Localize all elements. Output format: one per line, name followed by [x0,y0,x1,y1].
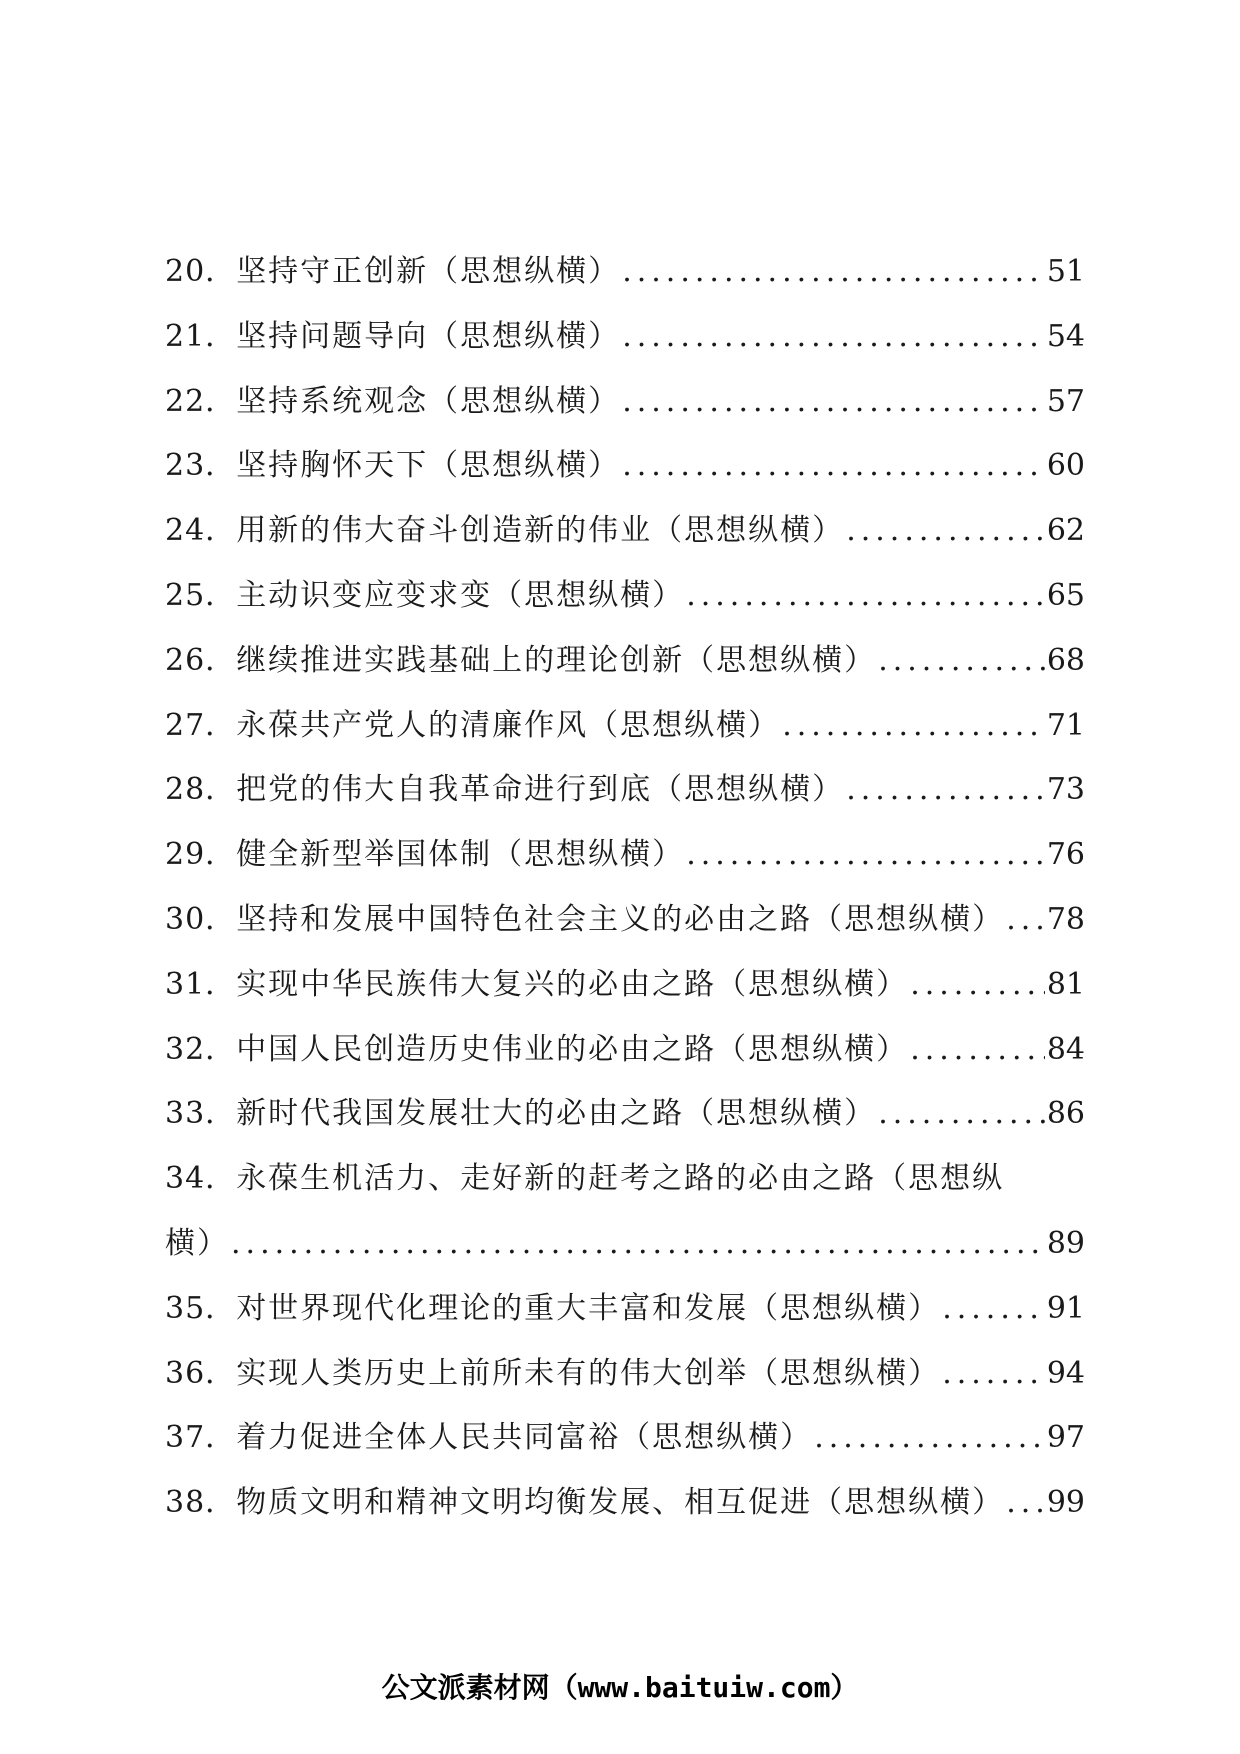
toc-entry-title: 永葆共产党人的清廉作风（思想纵横） [236,707,781,743]
toc-entry-number: 33． [165,1096,237,1132]
toc-entry-number: 30． [165,901,237,937]
toc-leader-dots [622,240,1045,305]
toc-leader-dots [878,629,1045,694]
toc-entry-number: 35． [165,1290,237,1326]
toc-leader-dots [942,1277,1045,1342]
toc-entry-title: 坚持守正创新（思想纵横） [236,254,621,289]
toc-leader-dots [814,1406,1045,1471]
toc-entry-number: 22． [165,383,237,419]
toc-entry-title: 把党的伟大自我革命进行到底（思想纵横） [236,772,845,808]
toc-entry-26[interactable] [165,629,1085,694]
toc-entry-25[interactable] [165,564,1085,629]
toc-leader-dots [1006,888,1045,953]
toc-entry-title: 健全新型举国体制（思想纵横） [236,837,685,873]
toc-entry-38[interactable] [165,1471,1085,1536]
toc-entry-23[interactable] [165,434,1085,499]
toc-entry-page: 73 [1046,772,1085,808]
toc-entry-page: 51 [1046,254,1085,289]
toc-leader-dots [686,823,1045,888]
toc-entry-second-line [165,1212,1085,1277]
toc-entry-title: 实现人类历史上前所未有的伟大创举（思想纵横） [236,1355,941,1391]
toc-leader-dots [878,1082,1045,1147]
toc-leader-dots [942,1342,1045,1407]
toc-entry-number: 23． [165,448,237,484]
toc-entry-page: 84 [1046,1031,1085,1067]
toc-entry-number: 28． [165,772,237,808]
toc-entry-title: 对世界现代化理论的重大丰富和发展（思想纵横） [236,1290,941,1326]
toc-entry-page: 57 [1046,383,1085,419]
toc-entry-page: 62 [1046,513,1085,549]
toc-entry-page: 54 [1046,318,1085,354]
toc-entry-page: 86 [1046,1096,1085,1132]
toc-entry-page: 68 [1046,642,1085,678]
toc-entry-number: 38． [165,1485,237,1521]
toc-leader-dots [622,305,1045,370]
toc-entry-34[interactable] [165,1147,1085,1277]
toc-entry-number: 34． [165,1161,237,1197]
toc-entry-number: 27． [165,707,237,743]
toc-entry-title: 永葆生机活力、走好新的赶考之路的必由之路（思想纵 [236,1161,1005,1197]
toc-entry-page: 65 [1046,577,1085,613]
toc-entry-number: 24． [165,513,237,549]
toc-entry-title: 继续推进实践基础上的理论创新（思想纵横） [236,642,877,678]
toc-entry-page: 91 [1046,1290,1085,1326]
toc-entry-number: 25． [165,577,237,613]
toc-entry-page: 81 [1046,966,1085,1002]
toc-entry-title: 新时代我国发展壮大的必由之路（思想纵横） [236,1096,877,1132]
toc-entry-title: 着力促进全体人民共同富裕（思想纵横） [236,1420,813,1456]
toc-leader-dots [846,499,1045,564]
toc-entry-32[interactable] [165,1018,1085,1083]
toc-entry-title: 坚持和发展中国特色社会主义的必由之路（思想纵横） [236,901,1005,937]
toc-entry-number: 31． [165,966,237,1002]
toc-entry-page: 99 [1046,1485,1085,1521]
toc-entry-35[interactable] [165,1277,1085,1342]
toc-entry-title: 物质文明和精神文明均衡发展、相互促进（思想纵横） [236,1485,1005,1521]
toc-entry-number: 21． [165,318,237,354]
toc-entry-title: 主动识变应变求变（思想纵横） [236,577,685,613]
toc-entry-number: 26． [165,642,237,678]
toc-leader-dots [231,1212,1045,1277]
toc-entry-page: 94 [1046,1355,1085,1391]
toc-entry-30[interactable] [165,888,1085,953]
toc-entry-20[interactable] [165,240,1085,305]
toc-entry-37[interactable] [165,1406,1085,1471]
toc-entry-33[interactable] [165,1082,1085,1147]
toc-leader-dots [1006,1471,1045,1536]
toc-entry-page: 89 [1046,1225,1085,1261]
toc-entry-title: 实现中华民族伟大复兴的必由之路（思想纵横） [236,966,909,1002]
toc-entry-title: 坚持系统观念（思想纵横） [236,383,621,419]
toc-entry-36[interactable] [165,1342,1085,1407]
toc-entry-number: 29． [165,837,237,873]
toc-entry-24[interactable] [165,499,1085,564]
toc-entry-page: 76 [1046,837,1085,873]
toc-leader-dots [622,370,1045,435]
toc-entry-number: 37． [165,1420,237,1456]
toc-entry-number: 32． [165,1031,237,1067]
toc-entry-22[interactable] [165,370,1085,435]
toc-leader-dots [782,694,1045,759]
table-of-contents [165,240,1085,1536]
toc-entry-27[interactable] [165,694,1085,759]
toc-entry-number: 20． [165,254,237,289]
toc-entry-title-continued: 横） [165,1225,229,1261]
toc-leader-dots [910,953,1045,1018]
toc-leader-dots [686,564,1045,629]
toc-leader-dots [910,1018,1045,1083]
toc-entry-first-line [165,1147,1085,1212]
toc-entry-page: 60 [1046,448,1085,484]
toc-entry-29[interactable] [165,823,1085,888]
toc-entry-title: 坚持胸怀天下（思想纵横） [236,448,621,484]
toc-entry-title: 坚持问题导向（思想纵横） [236,318,621,354]
toc-entry-31[interactable] [165,953,1085,1018]
toc-entry-page: 97 [1046,1420,1085,1456]
page-footer: 公文派素材网（www.baituiw.com） [381,1671,859,1704]
toc-entry-21[interactable] [165,305,1085,370]
toc-entry-number: 36． [165,1355,237,1391]
toc-entry-page: 78 [1046,901,1085,937]
toc-entry-title: 中国人民创造历史伟业的必由之路（思想纵横） [236,1031,909,1067]
toc-entry-page: 71 [1046,707,1085,743]
toc-entry-28[interactable] [165,758,1085,823]
toc-leader-dots [622,434,1045,499]
toc-leader-dots [846,758,1045,823]
toc-entry-title: 用新的伟大奋斗创造新的伟业（思想纵横） [236,513,845,549]
